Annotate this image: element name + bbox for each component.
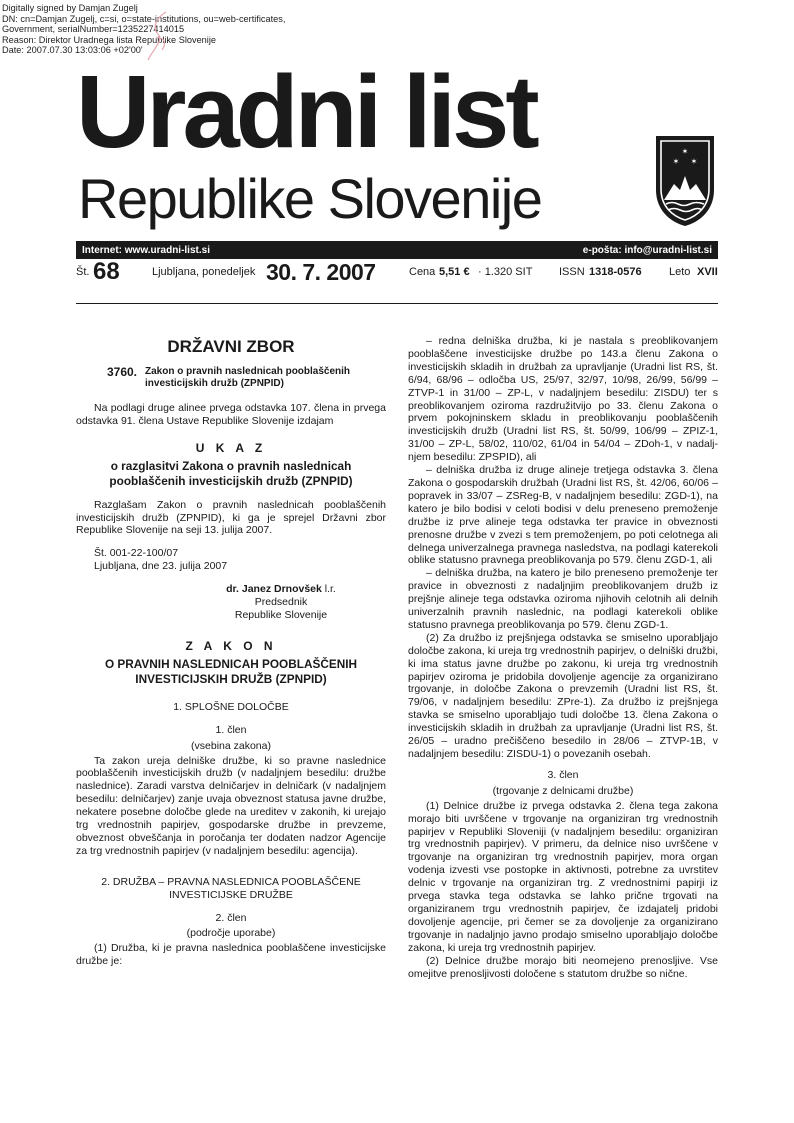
signer-suffix: l.r. [321,583,336,596]
masthead-subtitle: Republike Slovenije [78,167,542,230]
signer-line [176,583,386,596]
law-title: Zakon o pravnih naslednicah pooblaščenih investicijskih družb (ZPNPID) [145,365,351,389]
reference-date: Ljubljana, dne 23. julija 2007 [94,560,228,573]
article-number: 2. člen [215,911,247,924]
paragraph: – redna delniška družba, ki je nastala s preoblikovanjem pooblaščene investicijske družbe po 143.a členu Zakona o investicijskih skladih in družbah za upravljanje (Uradni list RS, št. 6/94, 68/96 – odločba US, 25/97, 32/97, 10/98, 26/99, 56/99 – ZTVP-1 in 31/00 – ZP-L, v nadaljnjem besedilu: ZISDU) ter s preoblikovanjem oziroma razdružitvijo po 33. členu Zakona o prvem pokojninskem skladu in preoblikovanju pooblaščenih investicijskih družb (Uradni list RS, št. 50/99, 106/99 – ZPIZ-1, 31/00 – ZP-L, 58/02, 110/02, 61/04 in 54/04 – ZDoh-1, v nadaljnjem besedilu: ZPSPID), ali [408,335,718,464]
signer-block [176,583,386,622]
zakon-subtitle: O PRAVNIH NASLEDNICAH POOBLAŠČENIH INVESTICIJSKIH DRUŽB (ZPNPID) [104,656,358,686]
issue-number: 68 [93,258,120,285]
svg-text:✶: ✶ [681,147,689,156]
svg-text:✶: ✶ [690,157,698,166]
masthead-contact-bar [76,241,718,259]
chapter-heading: 1. SPLOŠNE DOLOČBE [173,700,289,713]
paragraph: – delniška družba, na katero je bilo preneseno premoženje ter pravice in obveznosti z nadaljnjim preoblikovanjem družb iz prejšnje alineje tega odstavka oziroma njihovih celotnih ali delnih univerzalnih pravnih naslednic, na podlagi katerekoli oblike statusno pravnega preoblikovanja po 579. členu ZGD-1. [408,567,718,631]
coat-of-arms-icon [652,132,718,228]
article-number: 3. člen [547,768,579,781]
email-link[interactable]: e-pošta: info@uradni-list.si [582,244,712,256]
paragraph: (1) Delnice družbe iz prvega odstavka 2. člena tega zakona morajo biti uvrščene v trgovanje na organiziran trg vrednostnih papirjev v Republiki Sloveniji (v nadaljnjem besedilu: organiziran trg vrednostnih papirjev). V primeru, da delnice niso uvrščene v trgovanje na organiziran trg vrednostnih papirjev, mora organ vodenja izvesti vse postopke in aktivnosti, potrebne za uvrstitev delnic v trgovanje na organiziran trg. Z vrednostnimi papirji iz prvega stavka tega odstavka se lahko prične trgovati na organiziranem trgu vrednostnih papirjev, če izdajatelj pridobi dovoljenje agencije, pri čemer se za dovoljenje za organizirano trgovanje in nadaljnjo javno prodajo smiselno uporabljajo določbe zakona, ki ureja trg vrednostnih papirjev. [408,799,718,954]
svg-text:✶: ✶ [672,157,680,166]
issn-label: ISSN [559,266,585,278]
price-eur: 5,51 € [439,266,470,278]
law-number: 3760. [106,364,137,379]
right-column [408,335,718,980]
ukaz-text: Razglašam Zakon o pravnih naslednicah pooblaščenih investicijskih družb (ZPNPID), ki ga je sprejel Državni zbor Republike Slovenije na seji 13. julija 2007. [76,498,386,537]
header-divider [76,303,718,304]
paragraph: (2) Delnice družbe morajo biti neomejeno prenosljive. Vse omejitve prenosljivosti določene s statutom družbe so nične. [408,954,718,980]
issue-label: Št. [76,266,90,278]
left-column [76,335,386,968]
article-text: (1) Družba, ki je pravna naslednica pooblaščene investicijske družbe je: [76,942,386,968]
intro-paragraph: Na podlagi druge alinee prvega odstavka 107. člena in prvega odstavka 91. člena Ustave Republike Slovenije izdajam [76,401,386,427]
article-title: (vsebina zakona) [191,739,271,752]
chapter-heading: 2. DRUŽBA – PRAVNA NASLEDNICA POOBLAŠČENE INVESTICIJSKE DRUŽBE [101,875,361,901]
signature-line: Reason: Direktor Uradnega lista Republike Slovenije [2,34,216,45]
ukaz-heading: U K A Z [195,440,267,455]
paragraph: – delniška družba iz druge alineje tretjega odstavka 3. člena Zakona o gospodarskih družbah (Uradni list RS, št. 42/06, 60/06 – popravek in 33/07 – ZSReg-B, v nadaljnjem besedilu: ZGD-1), na katero je bilo bodisi v celoti bodisi v delu preneseno premoženje družbe iz prve alineje tega odstavka ter pravice in obveznosti prenosne družbe v zvezi s tem premoženjem, po poti celotnega ali delnega univerzalnega pravnega nasledstva, na podlagi katerekoli oblike statusno pravnega preoblikovanja po 579. členu ZGD-1, ali [408,464,718,567]
signature-line: Government, serialNumber=1235227414015 [2,24,185,35]
signature-line: DN: cn=Damjan Zugelj, c=si, o=state-institutions, ou=web-certificates, [2,13,286,24]
issue-line [76,258,718,292]
masthead-title: Uradni list [76,54,536,169]
law-entry [76,366,386,390]
article-number: 1. člen [215,723,247,736]
signer-name: dr. Janez Drnovšek [226,583,322,596]
price-sit: · 1.320 SIT [478,266,533,278]
paragraph: (2) Za družbo iz prejšnjega odstavka se smiselno uporabljajo določbe zakona, ki ureja trg vrednostnih papirjev, o delniški družbi, ki ima status javne družbe po zakonu, ki ureja trg vrednostnih papirjev oziroma je pridobila dovoljenje agencije za organizirano trgovanje, in določbe Zakona o prevzemih (Uradni list RS, št. 79/06, v nadaljnjem besedilu: ZPre-1). Za družbo iz prejšnjega stavka se smiselno uporabljajo tudi določbe 13. člena Zakona o investicijskih skladih in družbah za upravljanje (Uradni list RS, št. 26/05 – uradno prečiščeno besedilo in 28/06 – ZTVP-1B, v nadaljnjem besedilu: ZISDU-1) o povezanih osebah. [408,631,718,760]
issue-date: 30. 7. 2007 [266,259,376,285]
article-title: (področje uporabe) [186,927,276,940]
issue-place-day: Ljubljana, ponedeljek [152,266,256,278]
zakon-heading: Z A K O N [185,638,277,653]
reference-number: Št. 001-22-100/07 [94,547,179,560]
signature-line: Date: 2007.07.30 13:03:06 +02'00' [2,45,143,56]
signer-org: Republike Slovenije [234,608,328,621]
year-label: Leto [669,266,691,278]
internet-link[interactable]: Internet: www.uradni-list.si [82,244,210,256]
article-title: (trgovanje z delnicami družbe) [492,784,634,797]
year-number: XVII [697,266,718,278]
ukaz-subtitle: o razglasitvi Zakona o pravnih naslednicah pooblaščenih investicijskih družb (ZPNPID) [109,458,353,488]
section-heading: DRŽAVNI ZBOR [167,337,295,356]
issn-number: 1318-0576 [589,266,642,278]
price-label: Cena [409,266,436,278]
article-text: Ta zakon ureja delniške družbe, ki so pravne naslednice pooblaščenih investicijskih družb (v nadaljnjem besedilu: družbe naslednice). Zaradi varstva delničarjev in delničark (v nadaljnjem besedilu: delničarjev) zanje uvaja obveznost statusa javne družbe, nekatere posebne določbe glede na ureditev v zakonih, ki urejajo trg vrednostnih papirjev, gospodarske družbe in prevzeme, obveznost obveščanja in poročanja ter dodaten nadzor Agencije za trg vrednostnih papirjev (v nadaljnjem besedilu: agencija). [76,754,386,857]
signer-role: Predsednik [254,596,308,609]
signature-line: Digitally signed by Damjan Zugelj [2,3,138,13]
